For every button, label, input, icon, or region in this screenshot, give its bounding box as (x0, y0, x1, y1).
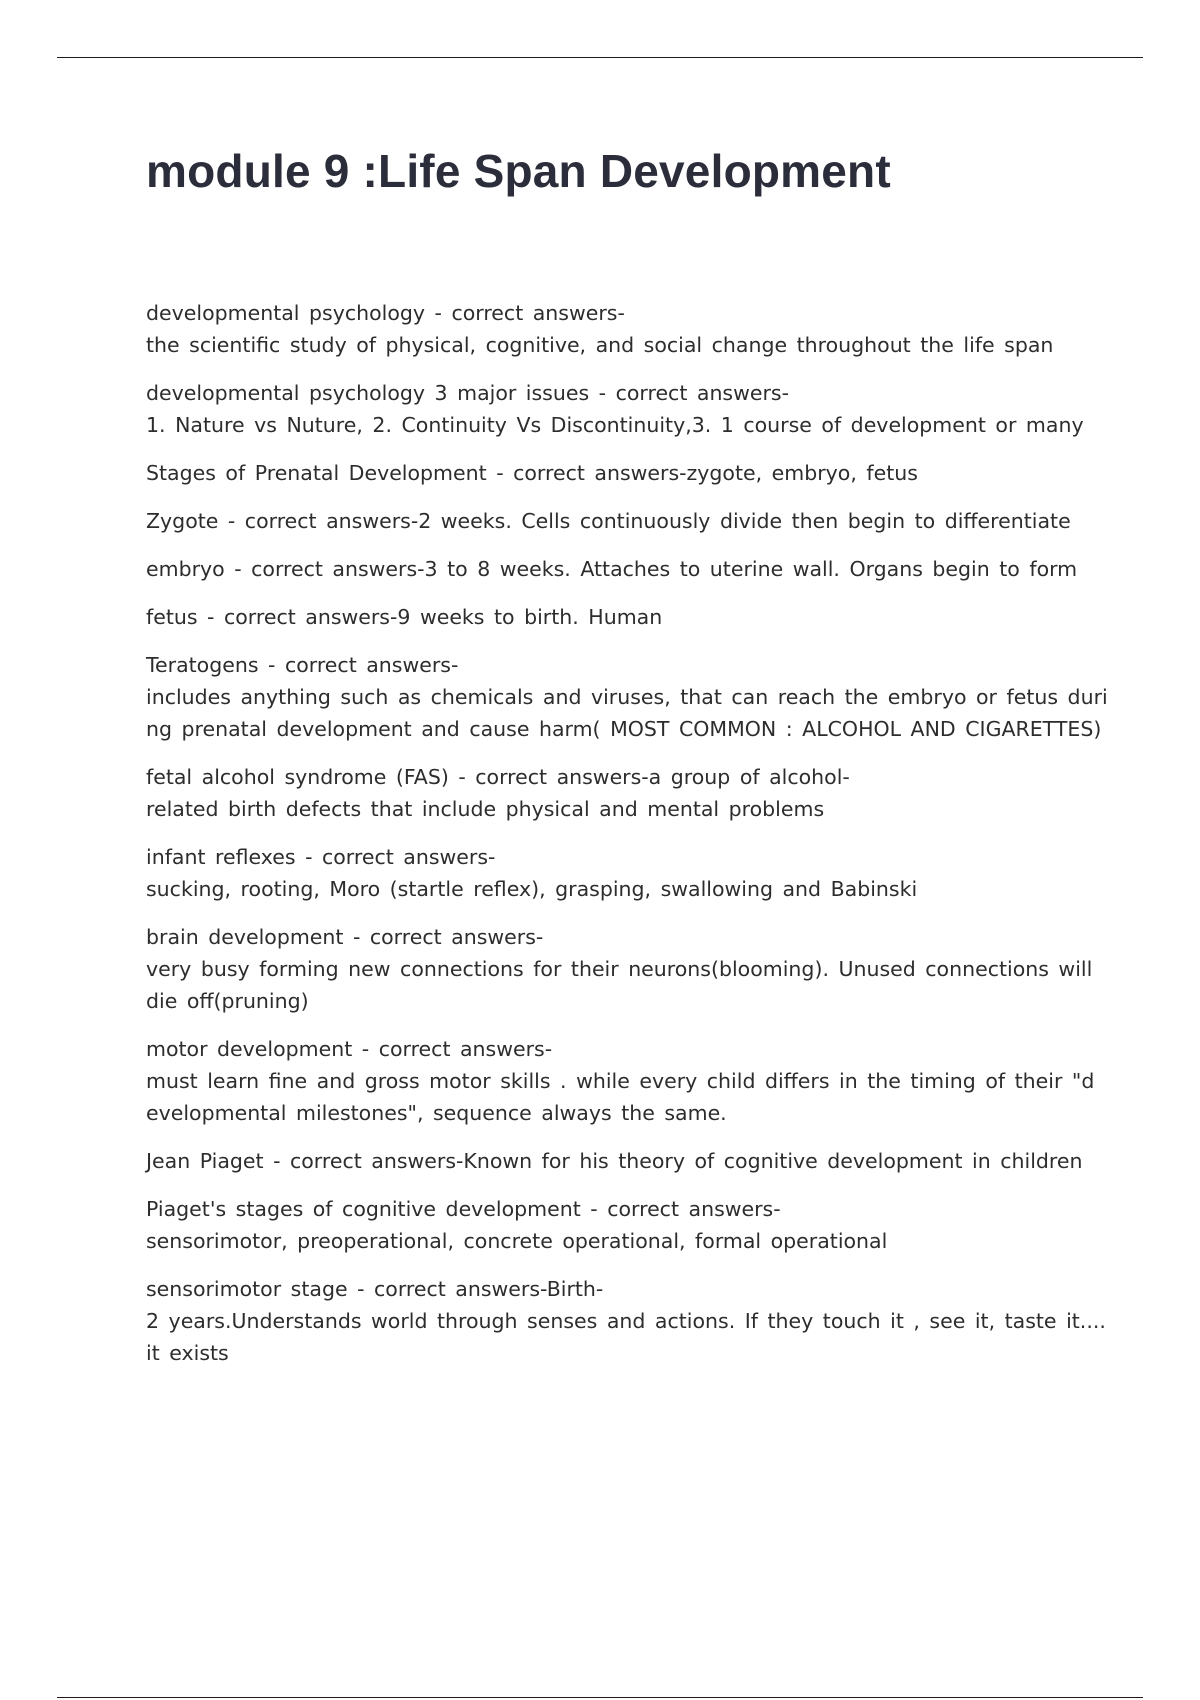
top-rule (57, 57, 1143, 58)
entry-text-line: Teratogens - correct answers- (146, 653, 459, 677)
entry-text-line: the scientific study of physical, cognitive, and social change throughout the life span (146, 333, 1054, 357)
flashcard-entry (146, 553, 1086, 585)
flashcard-entry (146, 841, 1086, 905)
flashcard-entry (146, 601, 1086, 633)
entry-text-line: developmental psychology - correct answers- (146, 301, 625, 325)
entry-text-line: embryo - correct answers-3 to 8 weeks. Attaches to uterine wall. Organs begin to form (146, 557, 1078, 581)
entry-text-line: sensorimotor, preoperational, concrete operational, formal operational (146, 1229, 888, 1253)
entry-text-line: 1. Nature vs Nuture, 2. Continuity Vs Discontinuity,3. 1 course of development or many (146, 413, 1084, 437)
entry-text-line: fetus - correct answers-9 weeks to birth. Human (146, 605, 663, 629)
entry-text-line: sucking, rooting, Moro (startle reflex), grasping, swallowing and Babinski (146, 877, 918, 901)
entry-text-line: must learn fine and gross motor skills . while every child differs in the timing of their "d (146, 1069, 1095, 1093)
flashcard-entry (146, 649, 1108, 745)
entry-text-line: it exists (146, 1341, 229, 1365)
entry-text-line: ng prenatal development and cause harm( MOST COMMON : ALCOHOL AND CIGARETTES) (146, 717, 1102, 741)
flashcard-entry (146, 1193, 1086, 1257)
flashcard-entry (146, 1273, 1106, 1369)
flashcard-entry (146, 505, 1086, 537)
flashcard-entry (146, 1033, 1095, 1129)
flashcard-entry (146, 457, 1086, 489)
entry-text-line: fetal alcohol syndrome (FAS) - correct answers-a group of alcohol- (146, 765, 850, 789)
page-title: module 9 :Life Span Development (146, 145, 891, 197)
entry-text-line: Stages of Prenatal Development - correct answers-zygote, embryo, fetus (146, 461, 918, 485)
entry-text-line: infant reflexes - correct answers- (146, 845, 496, 869)
entry-text-line: related birth defects that include physical and mental problems (146, 797, 825, 821)
flashcard-entry (146, 921, 1093, 1017)
entry-text-line: motor development - correct answers- (146, 1037, 553, 1061)
entry-text-line: Jean Piaget - correct answers-Known for his theory of cognitive development in children (146, 1149, 1083, 1173)
flashcard-entry (146, 377, 1086, 441)
entry-text-line: very busy forming new connections for their neurons(blooming). Unused connections will (146, 957, 1093, 981)
flashcard-list (146, 297, 1108, 1385)
entry-text-line: developmental psychology 3 major issues - correct answers- (146, 381, 789, 405)
entry-text-line: evelopmental milestones", sequence always the same. (146, 1101, 727, 1125)
flashcard-entry (146, 761, 1086, 825)
bottom-rule (57, 1697, 1143, 1698)
entry-text-line: die off(pruning) (146, 989, 309, 1013)
flashcard-entry (146, 297, 1086, 361)
flashcard-entry (146, 1145, 1086, 1177)
entry-text-line: Zygote - correct answers-2 weeks. Cells continuously divide then begin to differentiate (146, 509, 1071, 533)
entry-text-line: includes anything such as chemicals and viruses, that can reach the embryo or fetus duri (146, 685, 1108, 709)
entry-text-line: brain development - correct answers- (146, 925, 544, 949)
entry-text-line: sensorimotor stage - correct answers-Birth- (146, 1277, 604, 1301)
entry-text-line: 2 years.Understands world through senses and actions. If they touch it , see it, taste it.... (146, 1309, 1106, 1333)
entry-text-line: Piaget's stages of cognitive development - correct answers- (146, 1197, 781, 1221)
